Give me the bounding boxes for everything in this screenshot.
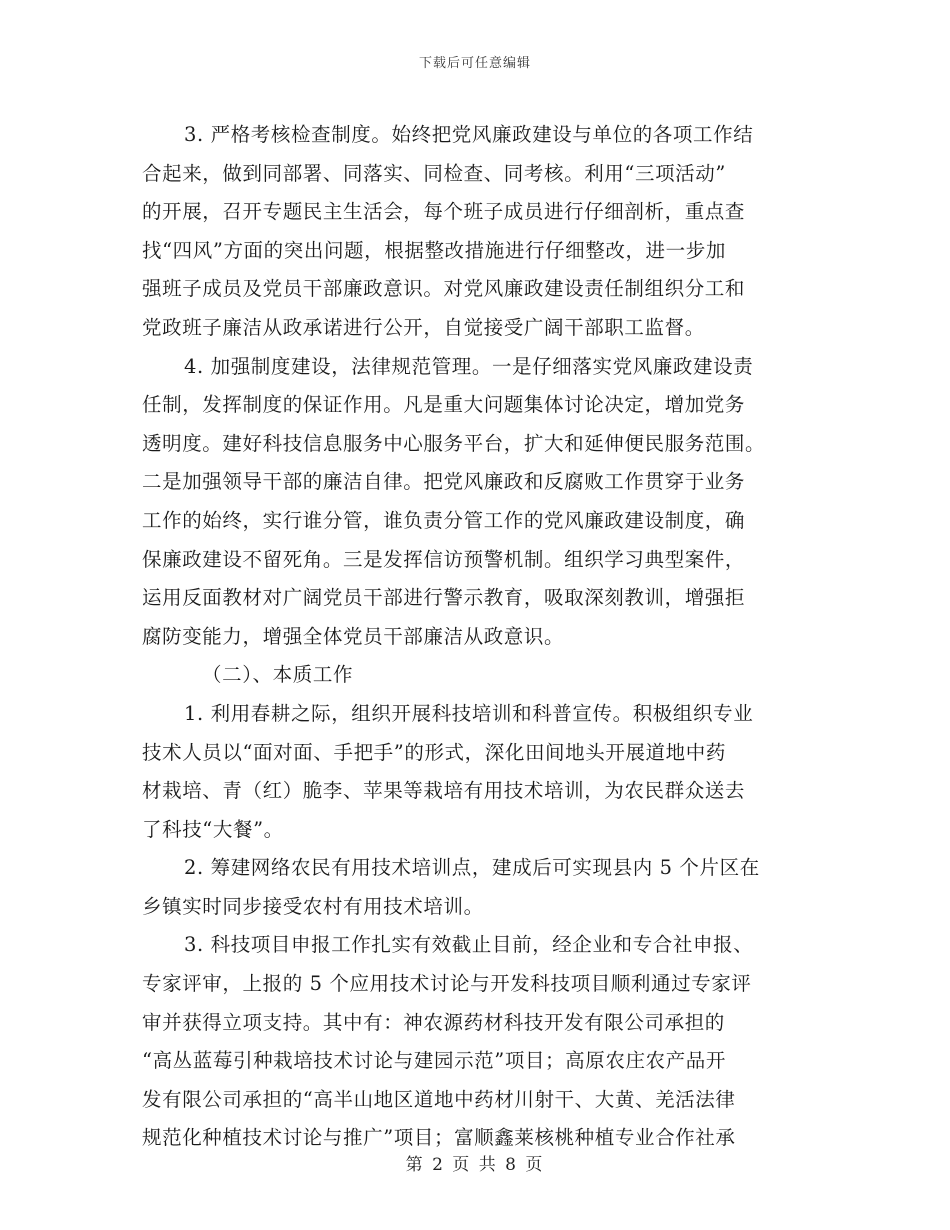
text-line: “高丛蓝莓引种栽培技术讨论与建园示范”项目；高原农庄农产品开 [142, 1049, 726, 1073]
text-line: 规范化种植技术讨论与推广”项目；富顺鑫莱核桃种植专业合作社承 [142, 1126, 736, 1150]
document-body [142, 116, 822, 1158]
text-line: 4. 加强制度建设，法律规范管理。一是仔细落实党风廉政建设责 [184, 354, 754, 378]
text-line: 强班子成员及党员干部廉政意识。对党风廉政建设责任制组织分工和 [142, 277, 746, 301]
text-line: 合起来，做到同部署、同落实、同检查、同考核。利用“三项活动” [142, 161, 726, 185]
text-line: 党政班子廉洁从政承诺进行公开，自觉接受广阔干部职工监督。 [142, 315, 705, 339]
page-footer: 第 2 页 共 8 页 [405, 1155, 545, 1175]
page-header: 下载后可任意编辑 [418, 56, 531, 71]
text-line: 腐防变能力，增强全体党员干部廉洁从政意识。 [142, 624, 565, 648]
text-line: 3. 严格考核检查制度。始终把党风廉政建设与单位的各项工作结 [184, 123, 754, 146]
text-line: 保廉政建设不留死角。三是发挥信访预警机制。组织学习典型案件， [142, 547, 746, 571]
text-line: 运用反面教材对广阔党员干部进行警示教育，吸取深刻教训，增强拒 [142, 586, 746, 610]
text-line: 找“四风”方面的突出问题，根据整改措施进行仔细整改，进一步加 [142, 238, 726, 262]
text-line: 的开展，召开专题民主生活会，每个班子成员进行仔细剖析，重点查 [142, 200, 746, 224]
text-line: 材栽培、青（红）脆李、苹果等栽培有用技术培训，为农民群众送去 [142, 779, 746, 803]
text-line: 审并获得立项支持。其中有：神农源药材科技开发有限公司承担的 [142, 1010, 725, 1034]
text-line: 乡镇实时同步接受农村有用技术培训。 [142, 894, 484, 918]
text-line: 1. 利用春耕之际，组织开展科技培训和科普宣传。积极组织专业 [184, 701, 754, 725]
text-line: 二是加强领导干部的廉洁自律。把党风廉政和反腐败工作贯穿于业务 [142, 470, 746, 494]
text-line: 透明度。建好科技信息服务中心服务平台，扩大和延伸便民服务范围。 [142, 431, 766, 455]
text-line: 工作的始终，实行谁分管，谁负责分管工作的党风廉政建设制度，确 [142, 508, 746, 532]
text-line: 任制，发挥制度的保证作用。凡是重大问题集体讨论决定，增加党务 [142, 393, 746, 417]
text-line: 技术人员以“面对面、手把手”的形式，深化田间地头开展道地中药 [142, 740, 726, 764]
text-line: 3. 科技项目申报工作扎实有效截止目前，经企业和专合社申报、 [184, 933, 754, 957]
text-line: 2. 筹建网络农民有用技术培训点，建成后可实现县内 5 个片区在 [184, 856, 760, 880]
text-line: 专家评审，上报的 5 个应用技术讨论与开发科技项目顺利通过专家评 [142, 972, 752, 996]
text-line: 发有限公司承担的“高半山地区道地中药材川射干、大黄、羌活法律 [142, 1087, 736, 1111]
text-line: 了科技“大餐”。 [142, 817, 284, 841]
text-line: （二）、本质工作 [202, 663, 354, 687]
